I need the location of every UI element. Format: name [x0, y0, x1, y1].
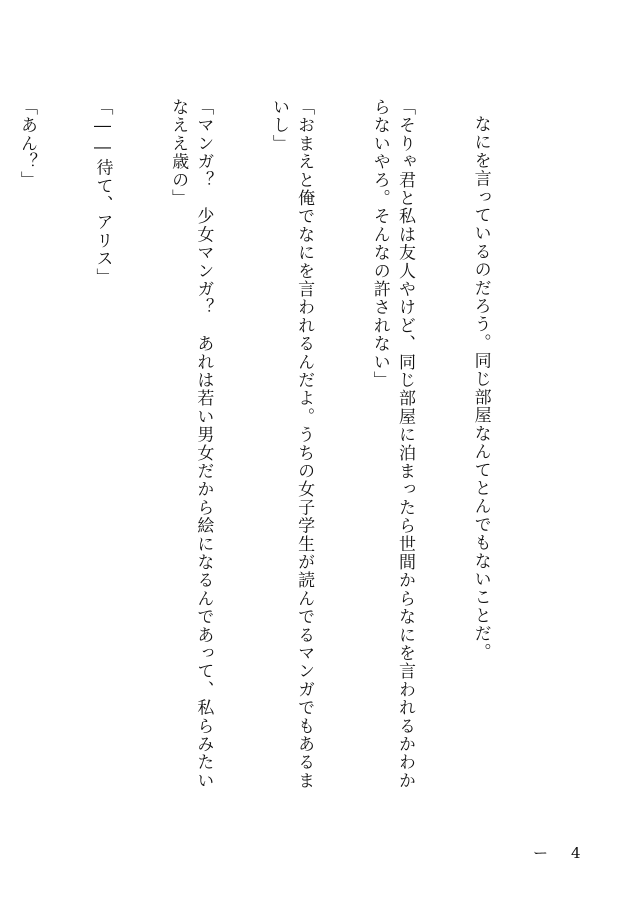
paragraph: 「そりゃ君と私は友人やけど、同じ部屋に泊まったら世間からなにを言われるかわからないやろ。そんなの許されない」	[369, 98, 415, 790]
paragraph: 「あん？」	[16, 98, 37, 189]
paragraph: 「マンガ？ 少女マンガ？ あれは若い男女だから絵になるんであって、私らみたいなええ歳の」	[168, 98, 214, 790]
paragraph: なにを言っているのだろう。同じ部屋なんてとんでもないことだ。	[470, 115, 491, 661]
page-number: ー 4	[533, 844, 585, 862]
paragraph: 「おまえと俺でなにを言われるんだよ。うちの女子学生が読んでるマンガでもあるまいし」	[268, 98, 315, 790]
paragraph: 「――待て、アリス」	[92, 98, 113, 286]
body-text	[16, 98, 543, 798]
